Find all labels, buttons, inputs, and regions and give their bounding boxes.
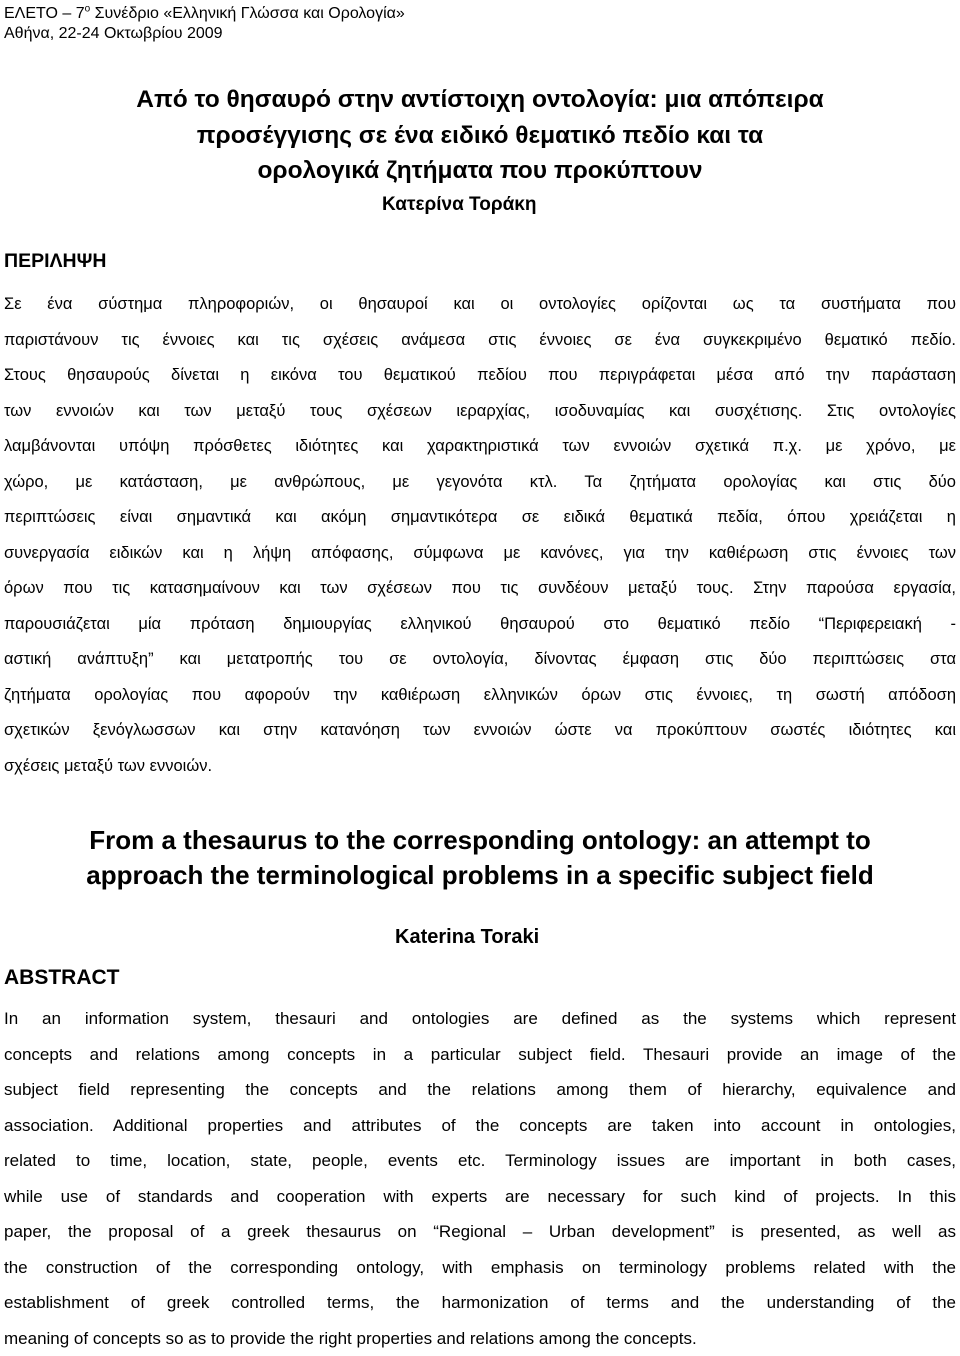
greek-body-line: περιπτώσεις είναι σημαντικά και ακόμη σημαντικότερα σε ειδικά θεματικά πεδία, όπου χρειάζεται η xyxy=(4,500,956,536)
page-header xyxy=(4,4,405,44)
english-body-line: subject field representing the concepts and the relations among them of hierarchy, equivalence and xyxy=(4,1072,956,1108)
greek-abstract-body xyxy=(4,287,956,784)
place-date: Αθήνα, 22-24 Οκτωβρίου 2009 xyxy=(4,24,405,44)
greek-body-line: Σε ένα σύστημα πληροφοριών, οι θησαυροί και οι οντολογίες ορίζονται ως τα συστήματα που xyxy=(4,287,956,323)
english-body-line: the construction of the corresponding ontology, with emphasis on terminology problems related with the xyxy=(4,1250,956,1286)
greek-author: Κατερίνα Τοράκη xyxy=(382,193,536,217)
english-body-line: meaning of concepts so as to provide the right properties and relations among the concepts. xyxy=(4,1321,956,1356)
greek-body-line: των εννοιών και των μεταξύ τους σχέσεων ιεραρχίας, ισοδυναμίας και συσχέτισης. Στις οντολογίες xyxy=(4,394,956,430)
english-body-line: In an information system, thesauri and ontologies are defined as the systems which represent xyxy=(4,1001,956,1037)
greek-body-line: λαμβάνονται υπόψη πρόσθετες ιδιότητες και χαρακτηριστικά των εννοιών σχετικά π.χ. με χρόνο, με xyxy=(4,429,956,465)
english-body-line: while use of standards and cooperation with experts are necessary for such kind of projects. In this xyxy=(4,1179,956,1215)
english-title-line: approach the terminological problems in a specific subject field xyxy=(0,858,960,893)
ordinal-superscript: ο xyxy=(85,4,91,15)
greek-title-line: προσέγγισης σε ένα ειδικό θεματικό πεδίο και τα xyxy=(0,118,960,154)
english-title-line: From a thesaurus to the corresponding ontology: an attempt to xyxy=(0,823,960,858)
greek-body-line: χώρο, με κατάσταση, με ανθρώπους, με γεγονότα κτλ. Τα ζητήματα ορολογίας και στις δύο xyxy=(4,465,956,501)
english-body-line: related to time, location, state, people, events etc. Terminology issues are important in both cases, xyxy=(4,1143,956,1179)
english-body-line: establishment of greek controlled terms, the harmonization of terms and the understanding of the xyxy=(4,1285,956,1321)
greek-body-line: όρων που τις κατασημαίνουν και των σχέσεων που τις συνδέουν μεταξύ τους. Στην παρούσα εργασία, xyxy=(4,571,956,607)
greek-body-line: Στους θησαυρούς δίνεται η εικόνα του θεματικού πεδίου που περιγράφεται μέσα από την παράσταση xyxy=(4,358,956,394)
english-abstract-body xyxy=(4,1001,956,1356)
greek-body-line: σχέσεις μεταξύ των εννοιών. xyxy=(4,749,956,785)
greek-body-line: παριστάνουν τις έννοιες και τις σχέσεις ανάμεσα στις έννοιες σε ένα συγκεκριμένο θεματικό πεδίο. xyxy=(4,323,956,359)
english-abstract-heading: ABSTRACT xyxy=(4,965,120,991)
greek-title xyxy=(0,82,960,189)
english-author: Katerina Toraki xyxy=(395,924,539,950)
greek-title-line: ορολογικά ζητήματα που προκύπτουν xyxy=(0,153,960,189)
greek-abstract-heading: ΠΕΡΙΛΗΨΗ xyxy=(4,249,106,273)
greek-body-line: αστική ανάπτυξη” και μετατροπής του σε οντολογία, δίνοντας έμφαση στις δύο περιπτώσεις στα xyxy=(4,642,956,678)
greek-body-line: παρουσιάζεται μία πρόταση δημιουργίας ελληνικού θησαυρού στο θεματικό πεδίο “Περιφερειακή - xyxy=(4,607,956,643)
english-title xyxy=(0,823,960,893)
english-body-line: concepts and relations among concepts in a particular subject field. Thesauri provide an image of the xyxy=(4,1037,956,1073)
english-body-line: paper, the proposal of a greek thesaurus on “Regional – Urban development” is presented, as well as xyxy=(4,1214,956,1250)
greek-title-line: Από το θησαυρό στην αντίστοιχη οντολογία: μια απόπειρα xyxy=(0,82,960,118)
greek-body-line: σχετικών ξενόγλωσσων και στην κατανόηση των εννοιών ώστε να προκύπτουν σωστές ιδιότητες και xyxy=(4,713,956,749)
conference-line xyxy=(4,4,405,24)
greek-body-line: συνεργασία ειδικών και η λήψη απόφασης, σύμφωνα με κανόνες, για την καθιέρωση στις έννοιες των xyxy=(4,536,956,572)
greek-body-line: ζητήματα ορολογίας που αφορούν την καθιέρωση ελληνικών όρων στις έννοιες, τη σωστή απόδοση xyxy=(4,678,956,714)
english-body-line: association. Additional properties and attributes of the concepts are taken into account in ontologies, xyxy=(4,1108,956,1144)
conference-name: Συνέδριο «Ελληνική Γλώσσα και Ορολογία» xyxy=(90,5,405,22)
conference-prefix: ΕΛΕΤΟ – 7 xyxy=(4,5,85,22)
